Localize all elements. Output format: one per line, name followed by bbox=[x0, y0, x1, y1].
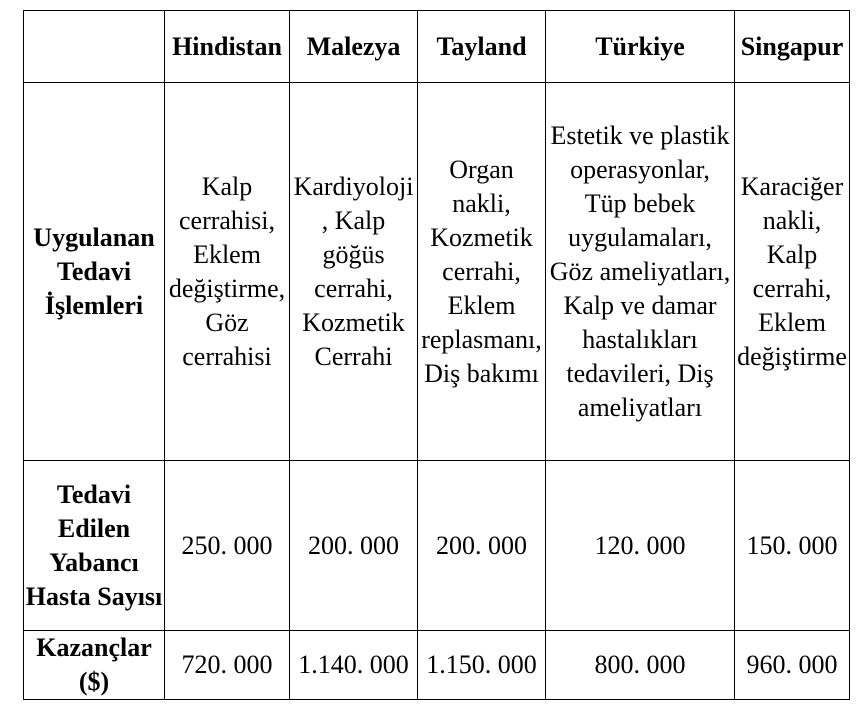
treatments-thailand: Organ nakli, Kozmetik cerrahi, Eklem replasmanı, Diş bakımı bbox=[418, 83, 546, 461]
row-label-treatments: Uygulanan Tedavi İşlemleri bbox=[24, 83, 165, 461]
treatments-row bbox=[24, 83, 850, 461]
row-label-earnings: Kazançlar ($) bbox=[24, 631, 165, 700]
patients-singapore: 150. 000 bbox=[735, 461, 850, 631]
patients-turkey: 120. 000 bbox=[546, 461, 735, 631]
country-header-turkey: Türkiye bbox=[546, 11, 735, 83]
row-label-patient-count: Tedavi Edilen Yabancı Hasta Sayısı bbox=[24, 461, 165, 631]
country-header-singapore: Singapur bbox=[735, 11, 850, 83]
patients-india: 250. 000 bbox=[165, 461, 290, 631]
treatments-india: Kalp cerrahisi, Eklem değiştirme, Göz cerrahisi bbox=[165, 83, 290, 461]
medical-tourism-table bbox=[23, 10, 850, 700]
treatments-singapore: Karaciğer nakli, Kalp cerrahi, Eklem değiştirme bbox=[735, 83, 850, 461]
patients-thailand: 200. 000 bbox=[418, 461, 546, 631]
earnings-thailand: 1.150. 000 bbox=[418, 631, 546, 700]
country-header-malaysia: Malezya bbox=[290, 11, 418, 83]
patients-malaysia: 200. 000 bbox=[290, 461, 418, 631]
country-header-india: Hindistan bbox=[165, 11, 290, 83]
earnings-row bbox=[24, 631, 850, 700]
treatments-malaysia: Kardiyoloji, Kalp göğüs cerrahi, Kozmetik Cerrahi bbox=[290, 83, 418, 461]
earnings-india: 720. 000 bbox=[165, 631, 290, 700]
earnings-malaysia: 1.140. 000 bbox=[290, 631, 418, 700]
earnings-turkey: 800. 000 bbox=[546, 631, 735, 700]
patient-count-row bbox=[24, 461, 850, 631]
earnings-singapore: 960. 000 bbox=[735, 631, 850, 700]
country-header-thailand: Tayland bbox=[418, 11, 546, 83]
header-row bbox=[24, 11, 850, 83]
treatments-turkey: Estetik ve plastik operasyonlar, Tüp bebek uygulamaları, Göz ameliyatları, Kalp ve damar hastalıkları tedavileri, Diş ameliyatları bbox=[546, 83, 735, 461]
corner-cell bbox=[24, 11, 165, 83]
